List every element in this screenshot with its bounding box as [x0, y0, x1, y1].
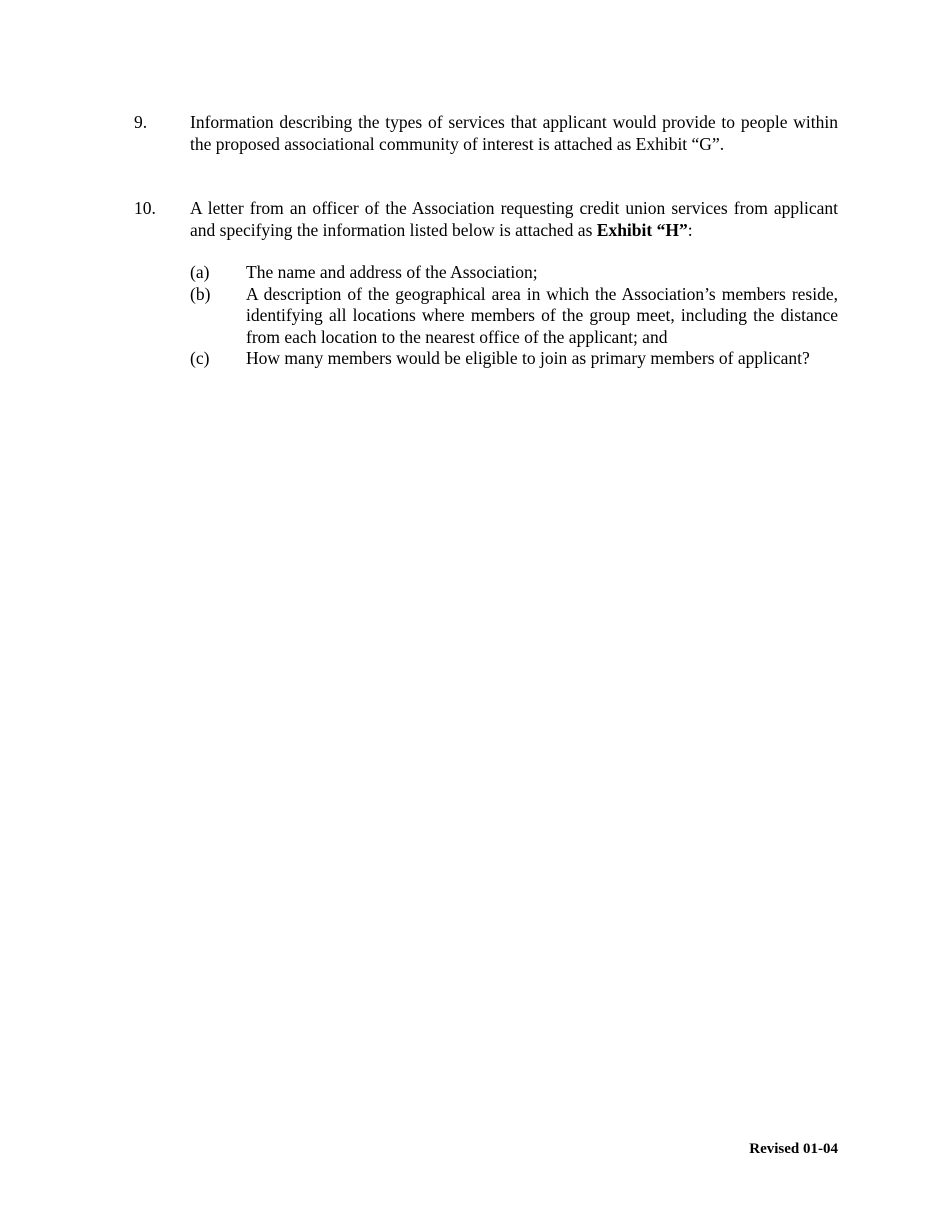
revision-footer: Revised 01-04 — [749, 1141, 838, 1157]
sub-item-list — [190, 262, 838, 370]
item-9 — [134, 112, 838, 155]
item-text: Information describing the types of services that applicant would provide to people within the proposed associational community of interest is attached as Exhibit “G”. — [190, 112, 838, 154]
item-number: 10. — [134, 198, 156, 218]
item-text-trail: : — [687, 219, 693, 240]
sub-item-label: (c) — [190, 348, 210, 368]
sub-item-b — [190, 284, 838, 349]
exhibit-reference: Exhibit “H” — [596, 219, 688, 240]
item-10 — [134, 198, 838, 241]
sub-item-text: How many members would be eligible to join as primary members of applicant? — [246, 348, 810, 368]
sub-item-label: (a) — [190, 262, 210, 282]
sub-item-text: A description of the geographical area in which the Association’s members reside, identifying all locations where members of the group meet, including the distance from each location to the nearest office of the applicant; and — [246, 283, 838, 347]
sub-item-a — [190, 262, 838, 284]
item-text — [190, 198, 838, 241]
sub-item-c — [190, 348, 838, 370]
item-text-lead: A letter from an officer of the Association requesting credit union services from applicant and specifying the information listed below is attached as — [190, 198, 838, 240]
sub-item-text: The name and address of the Association; — [246, 262, 538, 282]
sub-item-label: (b) — [190, 283, 211, 304]
item-number: 9. — [134, 112, 148, 132]
